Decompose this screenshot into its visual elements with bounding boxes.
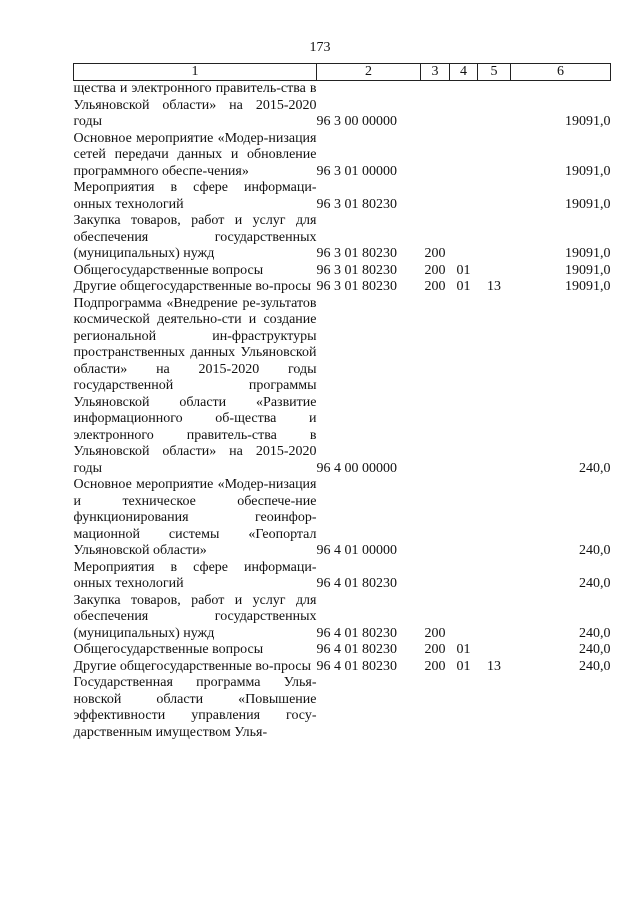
row-name: Другие общегосударственные во-просы <box>73 658 311 674</box>
table-row <box>74 180 611 213</box>
row-amount: 240,0 <box>579 642 611 657</box>
row-expense-type <box>421 180 450 213</box>
row-amount <box>511 675 611 741</box>
row-target-code: 96 3 01 00000 <box>316 163 397 179</box>
row-name: щества и электронного правитель-ства в Ульяновской области» на 2015-2020 годы <box>73 81 317 129</box>
row-subsection <box>478 642 511 659</box>
row-target-code: 96 3 01 80230 <box>316 262 397 278</box>
row-amount: 19091,0 <box>565 246 611 261</box>
table-row <box>74 263 611 280</box>
row-name: Закупка товаров, работ и услуг для обеспечения государственных (муниципальных) нужд <box>73 213 317 261</box>
row-amount: 19091,0 <box>565 196 611 212</box>
row-amount: 240,0 <box>579 460 611 476</box>
row-section: 01 <box>456 262 471 278</box>
table-row <box>74 593 611 643</box>
row-name: Подпрограмма «Внедрение ре-зультатов космической деятельно-сти и создание региональной ин-фраструктуры пространственных данных Ульяновской области» на 2015-2020 годы государственной программы Ульяновской области «Развитие информационного об-щества и электронного правитель-ства в Ульяновской области» на 2015-2020 годы <box>73 295 317 476</box>
table-body <box>74 81 611 742</box>
column-header-2: 2 <box>317 64 421 81</box>
row-subsection <box>478 180 511 213</box>
row-subsection <box>478 675 511 741</box>
row-section <box>450 81 478 131</box>
row-section <box>450 477 478 560</box>
row-expense-type <box>421 560 450 593</box>
row-expense-type <box>421 296 450 478</box>
row-target-code: 96 3 01 80230 <box>316 279 397 294</box>
row-expense-type: 200 <box>424 246 446 261</box>
row-section: 01 <box>456 642 471 657</box>
table-row <box>74 213 611 263</box>
row-target-code <box>317 675 421 741</box>
row-section: 01 <box>456 658 471 674</box>
table-row <box>74 675 611 741</box>
table-row <box>74 659 611 676</box>
table-row <box>74 81 611 131</box>
row-section <box>450 675 478 741</box>
row-expense-type <box>421 81 450 131</box>
row-name: Другие общегосударственные во-просы <box>73 279 311 294</box>
row-target-code: 96 4 01 80230 <box>316 576 397 591</box>
budget-table <box>73 63 611 741</box>
row-amount: 19091,0 <box>565 262 611 278</box>
page-number: 173 <box>309 40 331 55</box>
column-header-3: 3 <box>421 64 450 81</box>
row-subsection: 13 <box>487 279 501 294</box>
row-section <box>450 296 478 478</box>
row-subsection <box>478 213 511 263</box>
row-section <box>450 213 478 263</box>
table-row <box>74 642 611 659</box>
row-subsection <box>478 81 511 131</box>
row-section <box>450 180 478 213</box>
row-section <box>450 560 478 593</box>
row-expense-type: 200 <box>424 642 446 657</box>
column-header-5: 5 <box>478 64 511 81</box>
row-amount: 240,0 <box>579 576 611 591</box>
table-row <box>74 296 611 478</box>
row-amount: 240,0 <box>579 543 611 558</box>
row-name: Общегосударственные вопросы <box>73 642 264 657</box>
row-subsection <box>478 131 511 181</box>
row-name: Основное мероприятие «Модер-низация сетей передачи данных и обновление программного обеспе-чения» <box>73 130 317 179</box>
row-name: Основное мероприятие «Модер-низация и техническое обеспече-ние функционирования геоинфор-мационной системы «Геопортал Ульяновской области» <box>73 477 317 558</box>
row-amount: 19091,0 <box>565 114 611 129</box>
row-section: 01 <box>456 279 471 294</box>
row-name: Государственная программа Улья-новской области «Повышение эффективности управления госу-дарственным имуществом Улья- <box>73 675 317 740</box>
row-name: Общегосударственные вопросы <box>73 262 264 278</box>
table-row <box>74 131 611 181</box>
row-amount: 19091,0 <box>565 163 611 179</box>
row-subsection <box>478 296 511 478</box>
row-expense-type: 200 <box>424 262 446 278</box>
row-subsection <box>478 560 511 593</box>
row-subsection: 13 <box>487 658 501 674</box>
row-expense-type: 200 <box>424 279 446 294</box>
row-target-code: 96 3 01 80230 <box>316 246 397 261</box>
column-header-6: 6 <box>511 64 611 81</box>
row-target-code: 96 4 01 80230 <box>316 625 397 641</box>
row-name: Мероприятия в сфере информаци-онных технологий <box>73 180 317 212</box>
row-expense-type: 200 <box>424 625 446 641</box>
table-row <box>74 477 611 560</box>
row-section <box>450 131 478 181</box>
table-row <box>74 560 611 593</box>
table-header <box>74 64 611 81</box>
row-subsection <box>478 593 511 643</box>
row-expense-type <box>421 131 450 181</box>
row-target-code: 96 4 01 00000 <box>316 543 397 558</box>
row-section <box>450 593 478 643</box>
row-expense-type <box>421 675 450 741</box>
column-header-1: 1 <box>74 64 317 81</box>
row-expense-type: 200 <box>424 658 446 674</box>
row-target-code: 96 3 00 00000 <box>316 114 397 129</box>
row-name: Мероприятия в сфере информаци-онных технологий <box>73 559 317 591</box>
row-target-code: 96 4 01 80230 <box>316 658 397 674</box>
row-expense-type <box>421 477 450 560</box>
row-target-code: 96 4 00 00000 <box>316 460 397 476</box>
column-header-4: 4 <box>450 64 478 81</box>
row-amount: 240,0 <box>579 625 611 641</box>
table-row <box>74 279 611 296</box>
row-amount: 19091,0 <box>565 279 611 294</box>
row-subsection <box>478 477 511 560</box>
row-subsection <box>478 263 511 280</box>
row-target-code: 96 3 01 80230 <box>316 196 397 212</box>
row-target-code: 96 4 01 80230 <box>316 642 397 657</box>
row-name: Закупка товаров, работ и услуг для обеспечения государственных (муниципальных) нужд <box>73 592 317 641</box>
row-amount: 240,0 <box>579 658 611 674</box>
